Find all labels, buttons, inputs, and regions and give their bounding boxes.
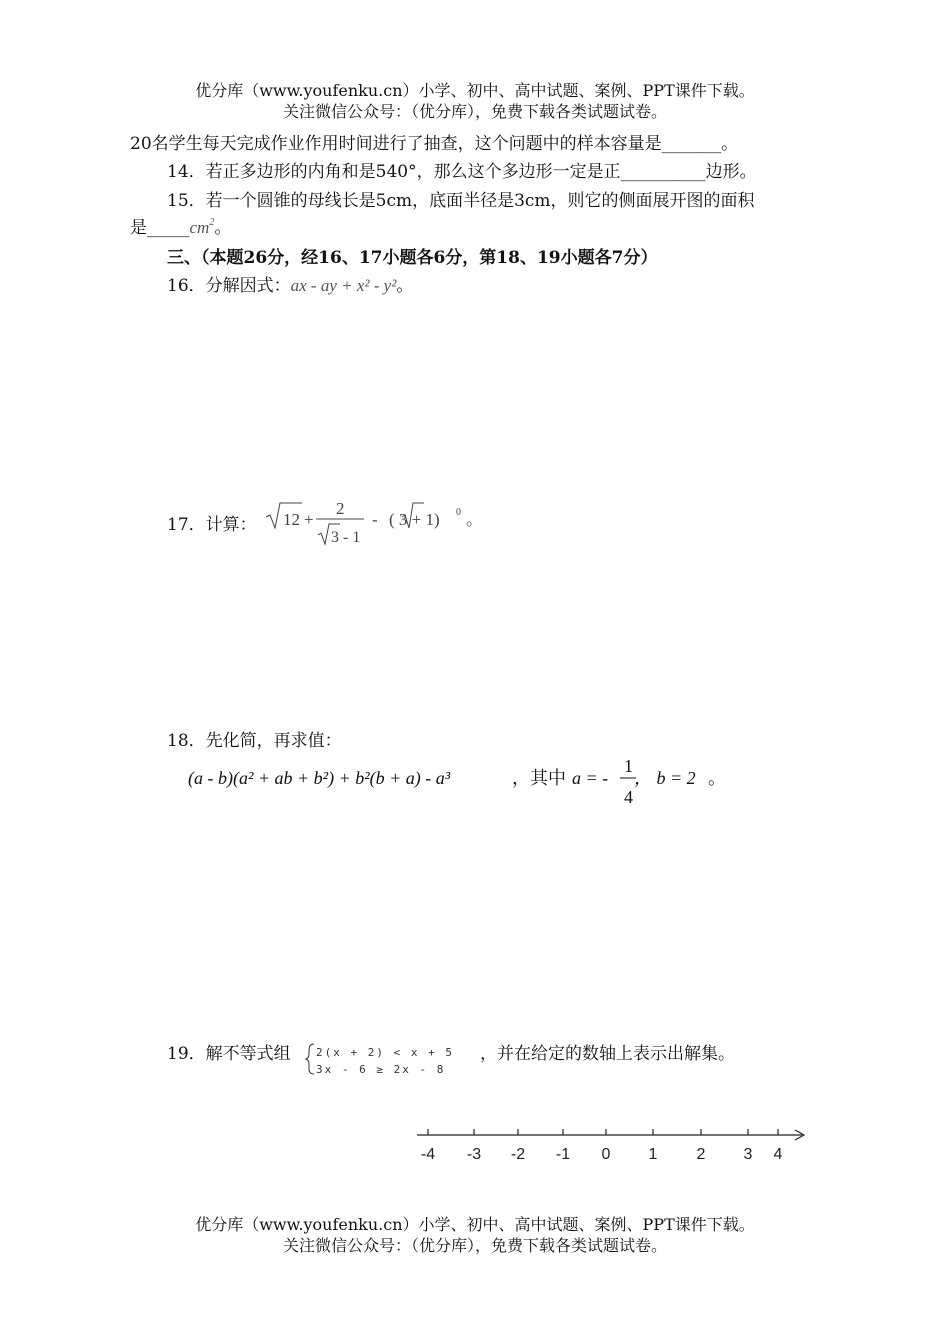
question-17-expression <box>264 495 484 550</box>
question-17-label: 17．计算： <box>167 515 257 535</box>
unit-cm: cm <box>189 218 210 237</box>
b-equals: ， b = 2 <box>634 768 696 788</box>
question-15-line-1: 15．若一个圆锥的母线长是5cm，底面半径是3cm，则它的侧面展开图的面积 <box>167 191 755 211</box>
header-line-2: 关注微信公众号：（优分库），免费下载各类试题试卷。 <box>282 102 667 121</box>
question-17-formula <box>264 495 484 550</box>
question-15-line-2 <box>130 213 231 238</box>
tick-label--2: -2 <box>510 1146 526 1163</box>
question-18-end: 。 <box>708 768 726 788</box>
inequality-1: 2(x + 2) < x + 5 <box>316 1046 454 1059</box>
question-16-end: 。 <box>396 276 414 296</box>
tick-label--3: -3 <box>466 1146 482 1163</box>
number-line[interactable] <box>412 1118 812 1168</box>
fraction-denominator: 3 - 1 <box>331 529 361 546</box>
question-19-tail: ，并在给定的数轴上表示出解集。 <box>480 1044 735 1064</box>
question-18-label: 18．先化简，再求值： <box>167 731 342 751</box>
footer-line-2: 关注微信公众号：（优分库），免费下载各类试题试卷。 <box>282 1236 667 1255</box>
a-equals: a = - <box>572 768 609 788</box>
question-18-where: ，其中 <box>512 768 566 788</box>
minus-sign: - <box>372 510 378 529</box>
exponent-zero: 0 <box>456 507 461 518</box>
a-fraction-denominator: 4 <box>624 787 633 807</box>
inequality-system <box>305 1040 485 1078</box>
question-19-label: 19．解不等式组 <box>167 1044 291 1064</box>
plus-sign: + <box>304 510 314 529</box>
inequality-2: 3x - 6 ≥ 2x - 8 <box>316 1063 446 1076</box>
header-line-1: 优分库（www.youfenku.cn）小学、初中、高中试题、案例、PPT课件下载。 <box>195 81 755 100</box>
section-3-heading: 三、（本题26分，经16、17小题各6分，第18、19小题各7分） <box>167 248 658 268</box>
tick-label-4: 4 <box>773 1146 783 1163</box>
tick-label-1: 1 <box>648 1146 658 1163</box>
a-fraction-numerator: 1 <box>624 756 633 776</box>
tick-label--1: -1 <box>555 1146 571 1163</box>
question-16-expression: ax - ay + x² - y² <box>290 276 397 295</box>
question-18-expression <box>188 755 728 810</box>
footer-line-1: 优分库（www.youfenku.cn）小学、初中、高中试题、案例、PPT课件下载。 <box>195 1215 755 1234</box>
question-13-tail: 20名学生每天完成作业作用时间进行了抽查，这个问题中的样本容量是_______。 <box>130 134 739 154</box>
question-18-polynomial: (a - b)(a² + ab + b²) + b²(b + a) - a³ <box>188 768 451 788</box>
fraction-numerator: 2 <box>336 499 345 518</box>
number-line-svg[interactable] <box>412 1118 812 1168</box>
question-16-label: 16．分解因式： <box>167 276 291 296</box>
question-15-end: 。 <box>214 218 232 238</box>
question-16 <box>167 271 413 296</box>
sqrt-12-radicand: 12 <box>283 510 300 529</box>
unit-exponent: 2 <box>209 217 215 228</box>
paren-expression: ( 3 + 1) <box>389 510 440 529</box>
question-17-end: 。 <box>466 510 483 529</box>
tick-label-2: 2 <box>696 1146 706 1163</box>
tick-label-3: 3 <box>743 1146 753 1163</box>
question-14: 14．若正多边形的内角和是540°，那么这个多边形一定是正__________边形。 <box>167 162 757 182</box>
tick-label--4: -4 <box>420 1146 436 1163</box>
question-18-formula <box>188 755 728 810</box>
question-15-answer-blank: 是_____ <box>130 218 190 238</box>
inequality-brace <box>305 1040 485 1078</box>
tick-label-0: 0 <box>601 1146 611 1163</box>
